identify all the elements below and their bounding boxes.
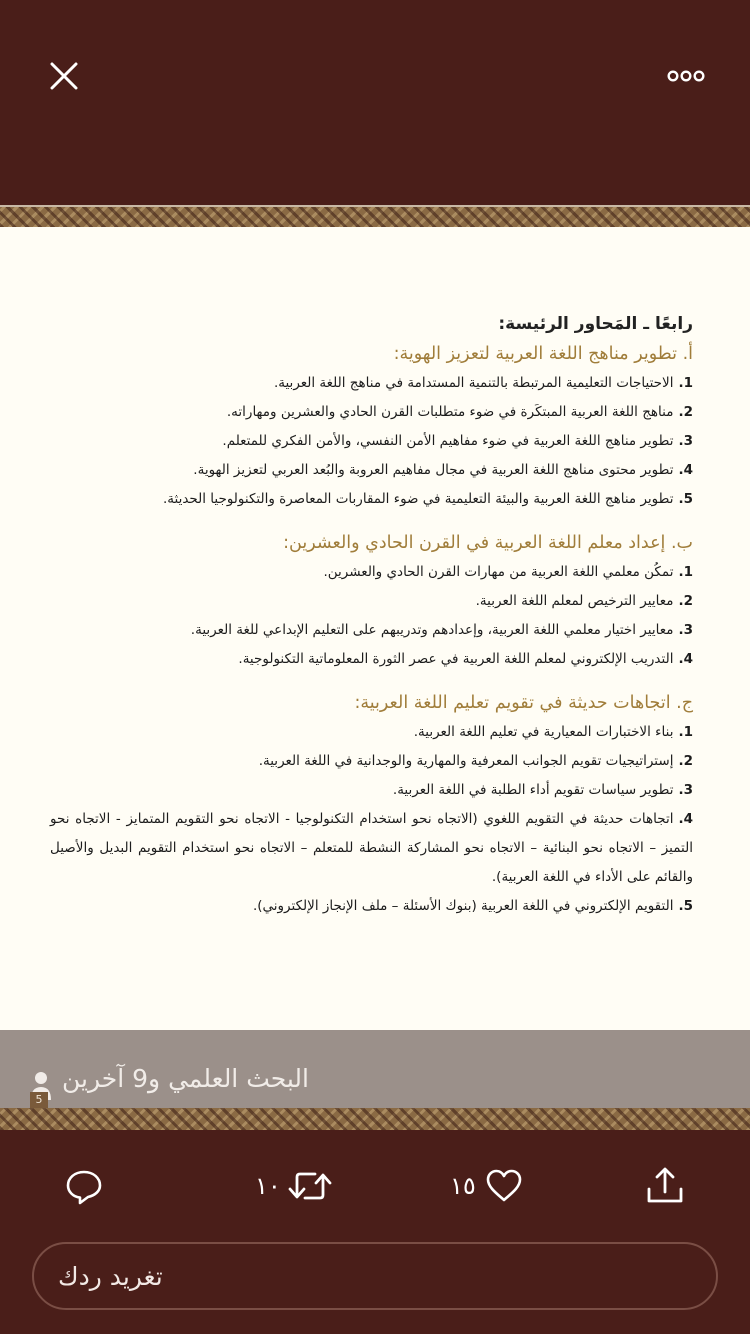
list-item-text: تطوير محتوى مناهج اللغة العربية في مجال مفاهيم العروبة والبُعد العربي لتعزيز الهوية.: [193, 462, 674, 478]
tagged-people-label: البحث العلمي و9 آخرين: [62, 1064, 309, 1093]
list-item: [50, 718, 693, 747]
section-heading: ب. إعداد معلم اللغة العربية في القرن الحادي والعشرين:: [283, 533, 693, 553]
close-button[interactable]: [40, 52, 88, 100]
like-count: ١٥: [450, 1172, 476, 1200]
list-item-text: التقويم الإلكتروني في اللغة العربية (بنوك الأسئلة – ملف الإنجاز الإلكتروني).: [252, 898, 674, 914]
list-item: [50, 369, 693, 398]
list-item-text: معايير اختيار معلمي اللغة العربية، وإعدادهم وتدريبهم على التعليم الإبداعي للغة العربية.: [190, 622, 674, 638]
list-item-text: مناهج اللغة العربية المبتكَرة في ضوء متطلبات القرن الحادي والعشرين ومهاراته.: [226, 404, 674, 420]
list-item-text: التدريب الإلكتروني لمعلم اللغة العربية في عصر الثورة المعلوماتية التكنولوجية.: [238, 651, 674, 667]
section-heading: ج. اتجاهات حديثة في تقويم تعليم اللغة العربية:: [354, 693, 693, 713]
comment-icon: [64, 1166, 104, 1206]
list-item: [50, 892, 693, 921]
list-item-text: تطوير مناهج اللغة العربية والبيئة التعليمية في ضوء المقاربات المعاصرة والتكنولوجيا الحديثة.: [162, 491, 674, 507]
decorative-border-bottom: [0, 1108, 750, 1130]
retweet-button[interactable]: [255, 1164, 333, 1208]
list-item-number: 4.: [678, 651, 693, 667]
list-item-number: 1.: [678, 564, 693, 580]
reply-button[interactable]: [64, 1164, 104, 1208]
list-item-text: اتجاهات حديثة في التقويم اللغوي (الاتجاه نحو استخدام التكنولوجيا - الاتجاه نحو التقويم المتمايز - الاتجاه نحو التميز – الاتجاه نحو البنائية – الاتجاه نحو المشاركة النشطة للمتعلم – الاتجاه نحو استخدام التقويم البديل والأصيل والقائم على الأداء في اللغة العربية).: [50, 811, 693, 885]
list-item: [50, 616, 693, 645]
list-item-text: تطوير مناهج اللغة العربية في ضوء مفاهيم الأمن النفسي، والأمن الفكري للمتعلم.: [222, 433, 674, 449]
list-item-number: 2.: [678, 593, 693, 609]
retweet-icon: [287, 1166, 333, 1206]
list-item-number: 3.: [678, 782, 693, 798]
decorative-border-top: [0, 205, 750, 227]
list-item: [50, 398, 693, 427]
heart-icon: [484, 1166, 524, 1206]
tagged-people-overlay[interactable]: [0, 1030, 750, 1108]
list-item-number: 4.: [678, 811, 693, 827]
list-item-number: 3.: [678, 622, 693, 638]
list-item-number: 2.: [678, 753, 693, 769]
list-item: [50, 587, 693, 616]
list-item-text: الاحتياجات التعليمية المرتبطة بالتنمية المستدامة في مناهج اللغة العربية.: [273, 375, 674, 391]
list-item-number: 3.: [678, 433, 693, 449]
share-button[interactable]: [644, 1164, 686, 1208]
tag-count-badge: 5: [30, 1092, 48, 1108]
list-item: [50, 456, 693, 485]
list-item-number: 5.: [678, 491, 693, 507]
more-icon: [667, 69, 705, 83]
list-item-text: تطوير سياسات تقويم أداء الطلبة في اللغة العربية.: [392, 782, 674, 798]
tweet-actions: [0, 1150, 750, 1220]
list-item: [50, 427, 693, 456]
list-item-text: معايير الترخيص لمعلم اللغة العربية.: [475, 593, 674, 609]
list-item-number: 2.: [678, 404, 693, 420]
list-item-text: بناء الاختبارات المعيارية في تعليم اللغة العربية.: [413, 724, 674, 740]
list-item-number: 5.: [678, 898, 693, 914]
list-item: [50, 747, 693, 776]
document-content: [50, 309, 693, 921]
document-image: [0, 227, 750, 1030]
list-item: [50, 645, 693, 674]
document-title: رابعًا ـ المَحاور الرئيسة:: [498, 314, 693, 334]
list-item-text: إستراتيجيات تقويم الجوانب المعرفية والمهارية والوجدانية في اللغة العربية.: [258, 753, 674, 769]
close-icon: [50, 62, 78, 90]
list-item: [50, 558, 693, 587]
list-item: [50, 485, 693, 514]
list-item-text: تمكُن معلمي اللغة العربية من مهارات القرن الحادي والعشرين.: [323, 564, 674, 580]
list-item-number: 1.: [678, 724, 693, 740]
section-heading: أ. تطوير مناهج اللغة العربية لتعزيز الهوية:: [393, 344, 693, 364]
retweet-count: ١٠: [255, 1172, 281, 1200]
share-icon: [644, 1165, 686, 1207]
more-options-button[interactable]: [660, 52, 712, 100]
reply-input[interactable]: [32, 1242, 718, 1310]
list-item: [50, 776, 693, 805]
like-button[interactable]: [450, 1164, 524, 1208]
list-item-number: 4.: [678, 462, 693, 478]
list-item: [50, 805, 693, 892]
list-item-number: 1.: [678, 375, 693, 391]
reply-placeholder: تغريد ردك: [58, 1262, 163, 1291]
